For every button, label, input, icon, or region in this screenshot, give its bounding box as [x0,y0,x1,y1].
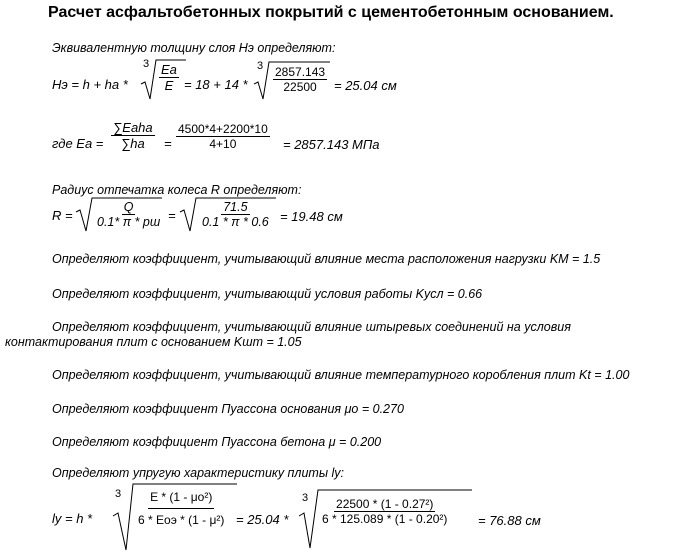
eq-thickness-intro: Эквивалентную толщину слоя Hэ определяют: [52,41,336,55]
stiffness-result: = 76.88 см [478,513,541,528]
eq-thickness-mid: = 18 + 14 * [184,77,248,92]
stiffness-intro: Определяют упругую характеристику плиты ly: [52,466,345,480]
eq-thickness-frac1-den: E [164,78,174,93]
stiffness-frac1-num: E * (1 - μo²) [148,490,214,509]
eq-thickness-frac1-num: Ea [161,62,177,77]
stiffness-frac1-den: 6 * Eoэ * (1 - μ²) [138,513,225,527]
eq-thickness-root-index-2: 3 [257,60,264,72]
stiffness-fraction-2 [320,497,449,526]
ea-eq: = [164,136,172,151]
ea-frac2-num: 4500*4+2200*10 [178,122,268,136]
radius-intro: Радиус отпечатка колеса R определяют: [52,183,302,197]
radius-lhs: R = [52,208,73,223]
radius-result: = 19.48 см [280,209,343,224]
radius-frac1-num: Q [123,200,134,214]
coef-ksht-line1: Определяют коэффициент, учитывающий влияние штыревых соединений на условия [52,320,571,334]
eq-thickness-result: = 25.04 см [334,78,397,93]
stiffness-frac2-den: 6 * 125.089 * (1 - 0.20²) [322,512,448,526]
poisson-base: Определяют коэффициент Пуассона основания μo = 0.270 [52,402,404,416]
eq-thickness-lhs: Hэ = h + ha * [52,77,128,92]
radius-eq: = [168,208,176,223]
coef-km: Определяют коэффициент, учитывающий влияние места расположения нагрузки KM = 1.5 [52,252,601,266]
stiffness-root-index: 3 [115,488,122,500]
eq-thickness-root-index: 3 [143,58,150,70]
ea-frac1-num: ∑Eaha [113,120,153,135]
stiffness-fraction-1 [136,490,226,527]
eq-thickness-frac2-den: 22500 [283,80,317,94]
ea-lhs: где Ea = [52,136,104,151]
stiffness-frac2-num: 22500 * (1 - 0.27²) [336,497,434,511]
coef-ksht-line2: контактирования плит с основанием Kшт = 1.05 [5,335,302,349]
stiffness-root-index-2: 3 [302,492,309,504]
page-title: Расчет асфальтобетонных покрытий с цементобетонным основанием. [48,4,614,21]
ea-frac2-den: 4+10 [209,137,237,151]
eq-thickness-frac2-num: 2857.143 [275,65,326,79]
coef-kt: Определяют коэффициент, учитывающий влияние температурного коробления плит Kt = 1.00 [52,368,630,382]
ea-result: = 2857.143 МПа [283,137,380,152]
stiffness-mid: = 25.04 * [236,512,289,527]
stiffness-lhs: ly = h * [52,511,93,526]
radius-frac1-den: 0.1* π * pш [97,215,161,229]
radius-frac2-den: 0.1 * π * 0.6 [202,215,269,229]
coef-kusl: Определяют коэффициент, учитывающий условия работы Kусл = 0.66 [52,287,483,301]
ea-frac1-den: ∑ha [120,136,145,151]
radius-frac2-num: 71.5 [223,200,248,214]
poisson-concrete: Определяют коэффициент Пуассона бетона μ = 0.200 [52,435,382,449]
